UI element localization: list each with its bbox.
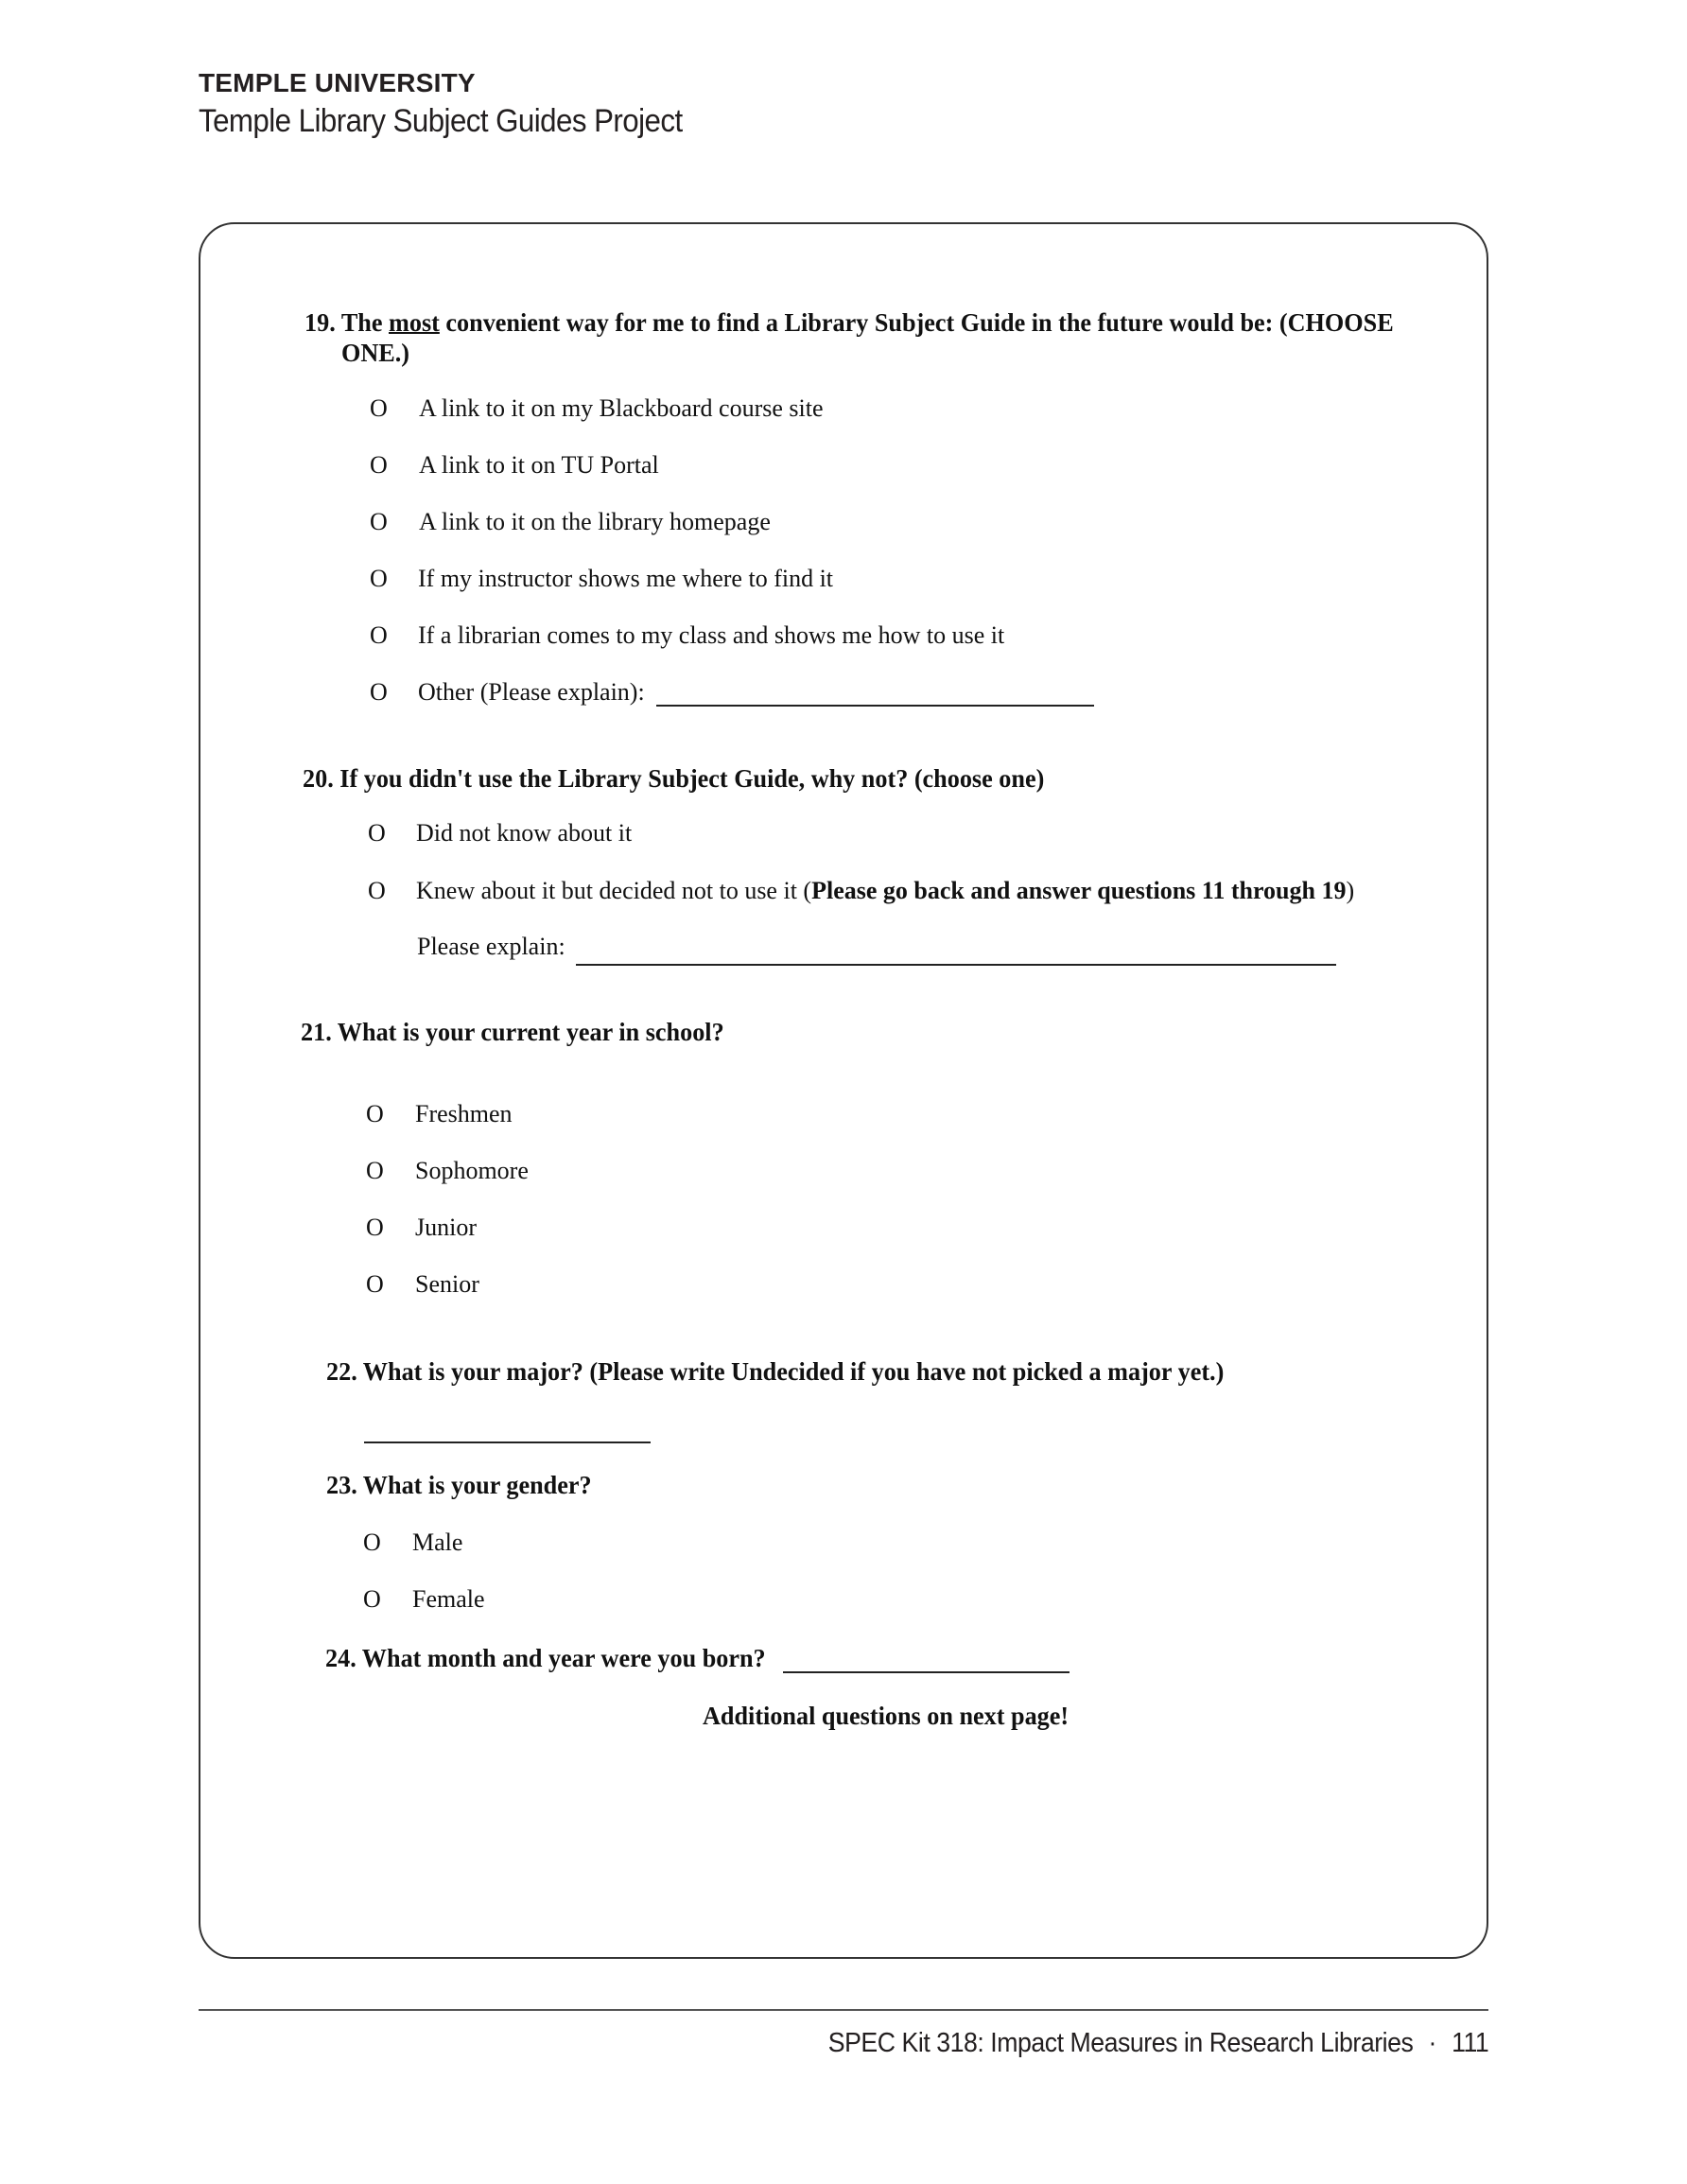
option-label[interactable]: Sophomore [415, 1157, 529, 1184]
organization-name: TEMPLE UNIVERSITY [199, 68, 476, 97]
option-label[interactable]: A link to it on my Blackboard course site [419, 394, 824, 422]
question-19-heading [304, 308, 1394, 338]
explain-blank[interactable] [576, 964, 1336, 966]
birth-month-year-blank[interactable] [783, 1671, 1070, 1673]
radio-option-marker[interactable]: O [370, 565, 388, 592]
question-prefix: The [340, 308, 383, 337]
radio-option-marker[interactable]: O [370, 394, 388, 422]
option-label[interactable]: Freshmen [415, 1100, 513, 1127]
option-label[interactable]: Did not know about it [416, 819, 633, 847]
option-label[interactable]: If my instructor shows me where to find it [418, 565, 834, 592]
question-19-heading-cont: ONE.) [341, 339, 410, 367]
option-label[interactable]: A link to it on TU Portal [419, 451, 659, 479]
question-emphasis: most [389, 308, 440, 337]
radio-option-marker[interactable]: O [363, 1529, 381, 1556]
question-22-heading: 22. What is your major? (Please write Undecided if you have not picked a major yet.) [326, 1357, 1225, 1386]
radio-option-marker[interactable]: O [366, 1214, 384, 1241]
question-20-heading: 20. If you didn't use the Library Subject Guide, why not? (choose one) [303, 764, 1045, 793]
radio-option-marker[interactable]: O [368, 877, 386, 904]
project-title: Temple Library Subject Guides Project [199, 103, 683, 139]
option-text: Knew about it but decided not to use it ( [416, 877, 812, 904]
major-blank[interactable] [364, 1441, 651, 1443]
radio-option-marker[interactable]: O [370, 678, 388, 706]
question-21-heading: 21. What is your current year in school? [301, 1018, 724, 1046]
radio-option-marker[interactable]: O [370, 621, 388, 649]
radio-option-marker[interactable]: O [370, 508, 388, 535]
radio-option-marker[interactable]: O [368, 819, 386, 847]
question-text: convenient way for me to find a Library Subject Guide in the future would be: (CHOOSE [445, 308, 1394, 337]
continuation-note: Additional questions on next page! [703, 1702, 1070, 1730]
option-instruction: Please go back and answer questions 11 through 19 [811, 877, 1347, 904]
question-23-heading: 23. What is your gender? [326, 1471, 592, 1499]
publication-title: SPEC Kit 318: Impact Measures in Research Libraries [827, 2028, 1414, 2058]
page-footer [827, 2028, 1488, 2059]
option-label[interactable]: Junior [415, 1214, 477, 1241]
survey-page-frame [199, 222, 1488, 1959]
other-explain-blank[interactable] [656, 705, 1094, 707]
footer-divider [199, 2009, 1488, 2011]
option-label[interactable]: A link to it on the library homepage [419, 508, 771, 535]
option-label[interactable]: Other (Please explain): [418, 678, 645, 706]
radio-option-marker[interactable]: O [370, 451, 388, 479]
radio-option-marker[interactable]: O [366, 1100, 384, 1127]
radio-option-marker[interactable]: O [366, 1157, 384, 1184]
option-label[interactable]: If a librarian comes to my class and shows me how to use it [418, 621, 1005, 649]
option-label[interactable]: Male [412, 1529, 463, 1556]
option-label[interactable]: Female [412, 1585, 485, 1613]
question-24-heading: 24. What month and year were you born? [325, 1644, 766, 1672]
page-number: 111 [1451, 2028, 1488, 2058]
option-label[interactable]: Senior [415, 1270, 479, 1298]
radio-option-marker[interactable]: O [363, 1585, 381, 1613]
question-number: 19. [304, 308, 336, 337]
option-label[interactable] [416, 877, 1354, 905]
radio-option-marker[interactable]: O [366, 1270, 384, 1298]
option-close: ) [1346, 877, 1355, 904]
explain-label: Please explain: [417, 933, 565, 960]
footer-separator: · [1428, 2028, 1436, 2058]
